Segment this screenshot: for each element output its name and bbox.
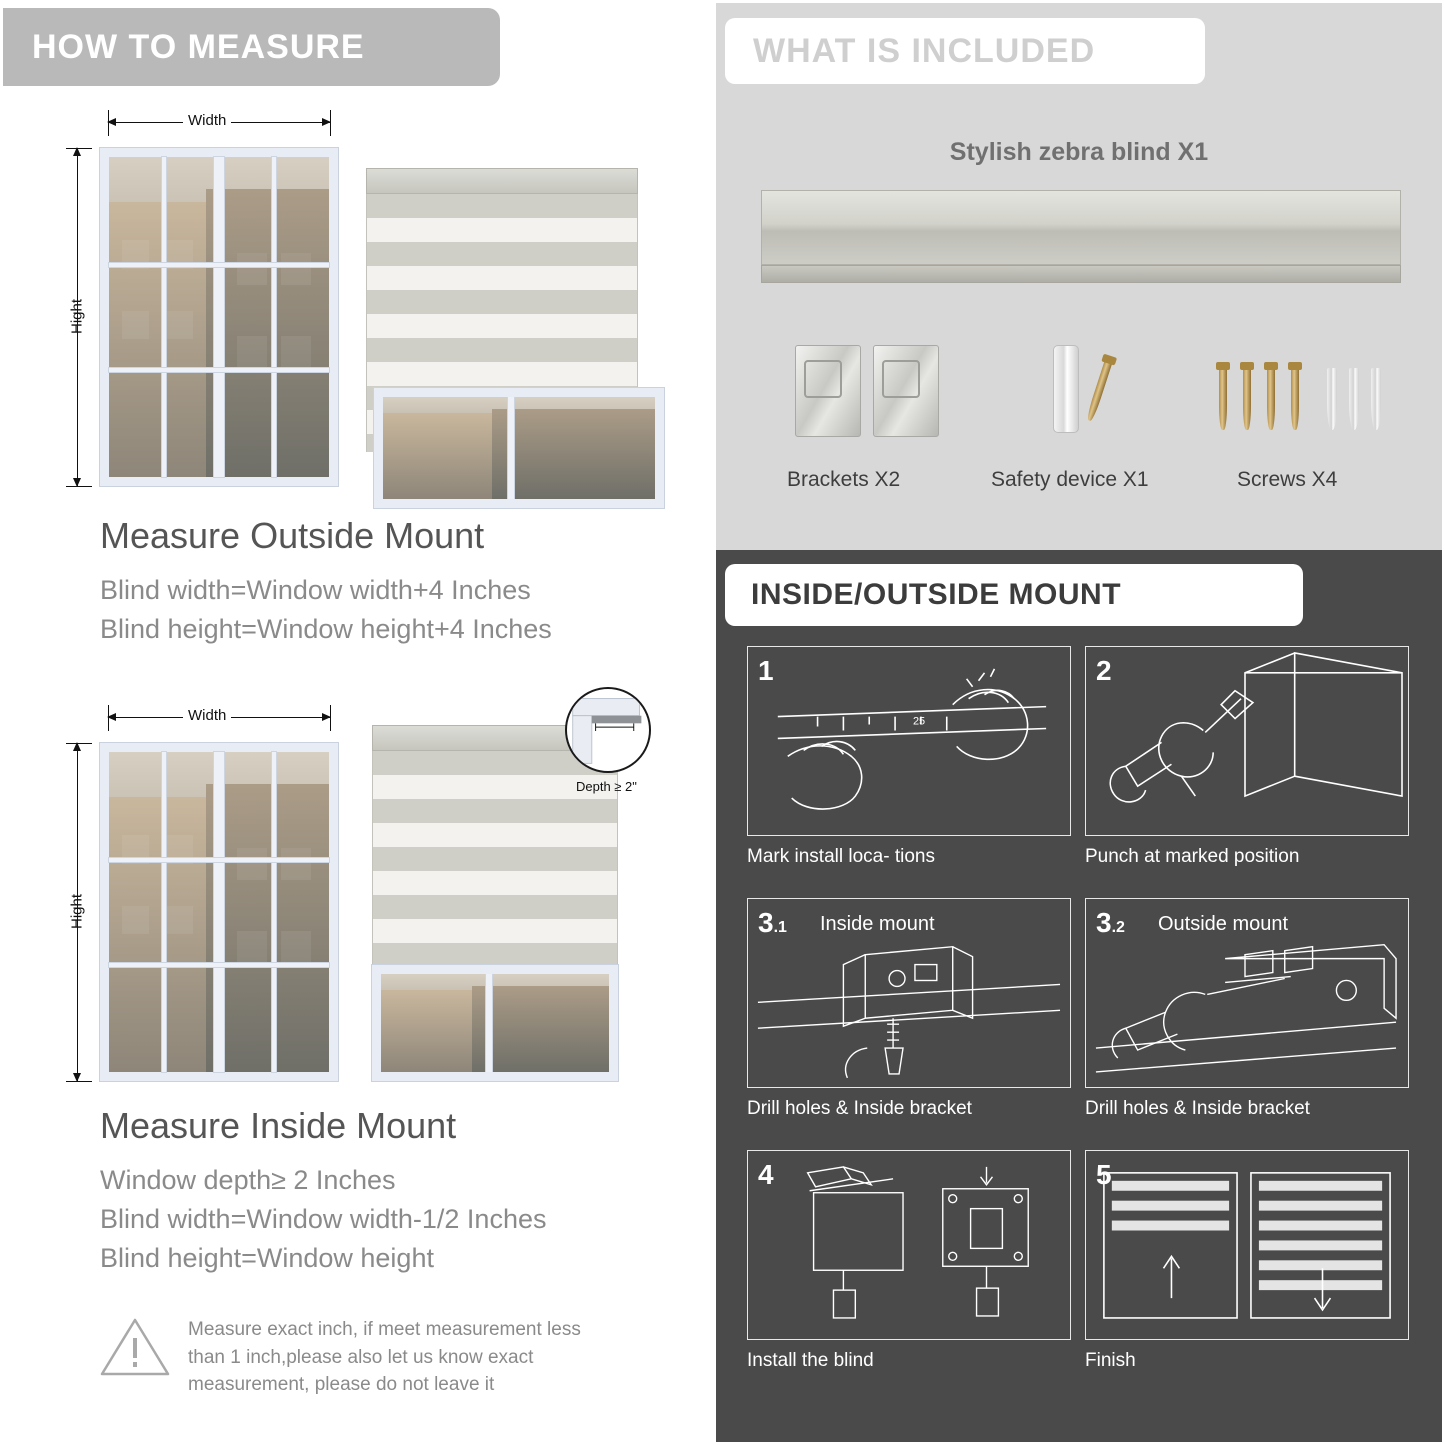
step-5-number: 5 [1096, 1159, 1112, 1190]
step-3-1-number: 3.1 [758, 907, 787, 938]
warning-text: Measure exact inch, if meet measurement less than 1 inch,please also let us know exact measurement, please do not leave it [188, 1319, 581, 1396]
step-3-2-number: 3.2 [1096, 907, 1125, 938]
screw-4 [1291, 368, 1299, 430]
window-detail [281, 253, 312, 285]
mullion-horizontal [109, 858, 329, 862]
included-product-title: Stylish zebra blind X1 [949, 138, 1209, 166]
step-2-number: 2 [1096, 655, 1112, 686]
outside-mount-line-2: Blind height=Window height+4 Inches [100, 614, 552, 645]
mullion-vertical [508, 397, 514, 499]
window-graphic-outside [100, 148, 338, 486]
screw-head [1101, 354, 1117, 366]
step-3-1 [747, 898, 1071, 1088]
inside-width-tick-right [330, 705, 331, 731]
mullion-horizontal [109, 263, 329, 267]
what-is-included-panel [713, 0, 1445, 550]
window-detail [166, 906, 192, 935]
window-graphic-behind-blind [374, 388, 664, 508]
window-detail [122, 311, 148, 340]
step-4 [747, 1150, 1071, 1340]
how-to-measure-banner: HOW TO MEASURE [0, 8, 500, 86]
window-detail [281, 848, 312, 880]
outside-width-tick-right [330, 110, 331, 136]
inside-height-tick-top [66, 743, 92, 744]
window-view-behind [383, 397, 655, 499]
inside-width-tick-left [108, 705, 109, 731]
outside-width-tick-left [108, 110, 109, 136]
window-graphic-behind-blind [372, 965, 618, 1081]
window-detail [281, 931, 312, 963]
mullion-horizontal [109, 963, 329, 967]
safety-screw [1086, 360, 1113, 421]
outside-mount-block [0, 100, 713, 645]
mullion-vertical [162, 752, 166, 1072]
outside-mount-text [100, 515, 552, 649]
mullion-horizontal [109, 368, 329, 372]
screw-head [1216, 362, 1230, 370]
outside-height-label: Hight [68, 298, 86, 335]
mullion-vertical [272, 157, 276, 477]
inside-mount-line-2: Blind width=Window width-1/2 Inches [100, 1204, 547, 1235]
window-detail [166, 311, 192, 340]
how-to-measure-panel [0, 0, 713, 1445]
safety-device-label: Safety device X1 [991, 468, 1149, 491]
step-1-number: 1 [758, 655, 774, 686]
svg-text:25: 25 [912, 715, 926, 728]
screw-head [1240, 362, 1254, 370]
building-right [206, 784, 329, 1072]
window-detail [237, 931, 268, 963]
step-4-sketch [748, 1151, 1070, 1340]
bracket-part-1 [795, 345, 861, 437]
window-detail [122, 906, 148, 935]
screw-head [1288, 362, 1302, 370]
building-right [206, 189, 329, 477]
inside-mount-text [100, 1105, 546, 1278]
wall-anchor-3 [1371, 368, 1381, 430]
wall-anchor-2 [1349, 368, 1359, 430]
inside-height-label: Hight [68, 893, 86, 930]
mullion-vertical [214, 752, 224, 1072]
screw-3 [1267, 368, 1275, 430]
step-3-1-subtitle: Inside mount [820, 913, 935, 935]
step-1-sketch [748, 647, 1070, 836]
mullion-vertical [272, 752, 276, 1072]
outside-width-label: Width [183, 112, 231, 129]
step-4-number: 4 [758, 1159, 774, 1190]
step-5 [1085, 1150, 1409, 1340]
mullion-vertical [214, 157, 224, 477]
wall-anchor-1 [1327, 368, 1337, 430]
blind-headrail-product [761, 190, 1401, 265]
step-2 [1085, 646, 1409, 836]
brackets-label: Brackets X2 [787, 468, 901, 491]
screw-1 [1219, 368, 1227, 430]
building-left [383, 413, 497, 499]
screw-2 [1243, 368, 1251, 430]
building-left [381, 990, 477, 1072]
step-3-2 [1085, 898, 1409, 1088]
outside-height-tick-bottom [66, 486, 92, 487]
blind-headrail-bottom [761, 265, 1401, 283]
zebra-blind-outside-mount [366, 168, 638, 486]
step-3-1-caption: Drill holes & Inside bracket [747, 1098, 972, 1119]
mullion-vertical [162, 157, 166, 477]
inside-outside-mount-panel [713, 550, 1445, 1445]
inside-mount-block [0, 695, 713, 1274]
inside-mount-line-1: Window depth≥ 2 Inches [100, 1165, 396, 1195]
step-5-sketch [1086, 1151, 1408, 1340]
step-2-sketch [1086, 647, 1408, 836]
outside-height-tick-top [66, 148, 92, 149]
step-1-caption: Mark install loca- tions [747, 846, 935, 867]
step-4-caption: Install the blind [747, 1350, 874, 1371]
outside-mount-illustration [0, 100, 713, 490]
screws-label: Screws X4 [1237, 468, 1338, 491]
window-view-behind [381, 974, 609, 1072]
inside-outside-mount-banner: INSIDE/OUTSIDE MOUNT [725, 564, 1303, 626]
window-graphic-inside [100, 743, 338, 1081]
depth-detail-sketch [567, 689, 649, 771]
outside-mount-heading: Measure Outside Mount [100, 515, 485, 556]
safety-device-part [1053, 345, 1079, 433]
inside-mount-illustration [0, 695, 713, 1095]
warning-triangle-icon [100, 1316, 170, 1378]
building-right [472, 986, 609, 1072]
building-right [492, 409, 655, 499]
step-3-2-subtitle: Outside mount [1158, 913, 1289, 935]
inside-mount-line-3: Blind height=Window height [100, 1243, 434, 1274]
step-3-2-caption: Drill holes & Inside bracket [1085, 1098, 1310, 1119]
step-5-caption: Finish [1085, 1350, 1136, 1371]
window-detail [281, 336, 312, 368]
column-divider [713, 0, 716, 1445]
depth-detail-circle [565, 687, 651, 773]
depth-label: Depth ≥ 2" [576, 779, 637, 794]
window-detail [237, 848, 268, 880]
window-detail [237, 336, 268, 368]
inside-mount-heading: Measure Inside Mount [100, 1105, 457, 1146]
step-2-caption: Punch at marked position [1085, 846, 1300, 867]
inside-width-label: Width [183, 707, 231, 724]
measure-warning [100, 1316, 618, 1399]
right-panel [713, 0, 1445, 1445]
outside-mount-line-1: Blind width=Window width+4 Inches [100, 575, 531, 605]
inside-height-tick-bottom [66, 1081, 92, 1082]
blind-headrail [366, 168, 638, 194]
what-is-included-banner: WHAT IS INCLUDED [725, 18, 1205, 84]
bracket-part-2 [873, 345, 939, 437]
screw-head [1264, 362, 1278, 370]
step-1 [747, 646, 1071, 836]
mullion-vertical [486, 974, 492, 1072]
window-detail [237, 253, 268, 285]
